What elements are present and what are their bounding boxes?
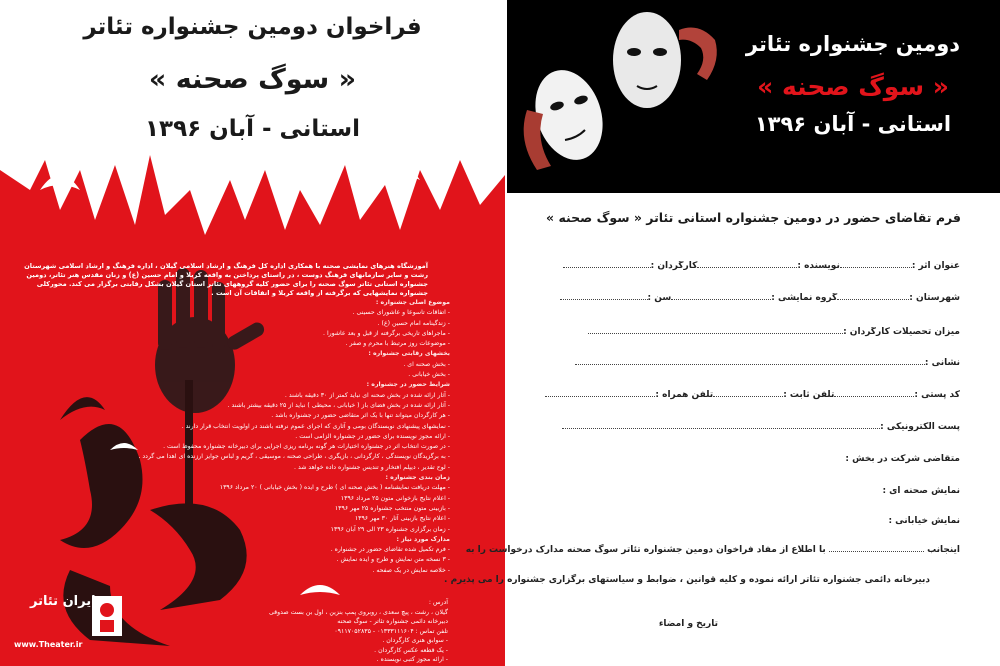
form-field-input[interactable]: [837, 299, 909, 300]
banner-title-line1: دومین جشنواره تئاتر: [745, 32, 961, 56]
poster-list-heading: شرایط حضور در جشنواره :: [366, 381, 450, 389]
poster-list-item: - بخش صحنه ای .: [403, 360, 450, 368]
poster-list-item: - زمان برگزاری جشنواره ۲۳ الی ۲۹ آبان ۱۳۹۶: [330, 525, 450, 533]
poster-list-item: - اتفاقات تاسوعا و عاشورای حسینی .: [352, 309, 450, 317]
poster-list-item: - ۳ نسخه متن نمایش و طرح و ایده نمایش .: [336, 556, 450, 564]
form-field-input[interactable]: [588, 333, 843, 334]
poster-title-line1: فراخوان دومین جشنواره تئاتر: [83, 14, 422, 40]
poster-list-item: - در صورت انتخاب اثر در جشنواره اختیارات هر گونه برنامه ریزی اجرایی برای دبیرخانه جشنواره محفوظ است .: [163, 443, 450, 451]
poster-contact-line: - سوابق هنری کارگردان .: [382, 637, 448, 644]
application-form: [444, 193, 1000, 666]
poster-list-item: - بازبینی متون منتخب جشنواره ۲۵ مهر ۱۳۹۶: [334, 504, 450, 512]
form-field-input[interactable]: [834, 396, 914, 397]
form-field-label: نویسنده :: [797, 261, 840, 271]
form-field-label: تلفن همراه :: [655, 390, 714, 400]
form-row: [540, 486, 960, 502]
poster-list-item: - اعلام نتایج بازبینی آثار ۳۰ مهر ۱۳۹۶: [354, 515, 450, 523]
form-field-label: نمایش خیابانی :: [888, 516, 960, 526]
banner-title-line2: « سوگ صحنه »: [757, 72, 949, 101]
poster-contact-line: - یک قطعه عکس کارگردان .: [374, 646, 448, 654]
poster-list-item: - بخش خیابانی .: [408, 371, 450, 379]
poster-list-heading: موضوع اصلی جشنواره :: [375, 299, 450, 306]
theater-logo-text: ایران تئاتر: [30, 594, 96, 609]
poster-contact-line: تلفن تماس : ۰۱۳۳۳۱۱۱۶۰۴ - ۰۹۱۱۷۰۵۲۸۳۵: [334, 627, 448, 635]
poster-contact-line: گیلان ، رشت ، پیچ سعدی ، روبروی پمپ بنزین ، اول بن بست صدوقی: [269, 608, 448, 616]
form-field-label: گروه نمایشی :: [771, 293, 838, 303]
poster-title-line2: « سوگ صحنه »: [148, 64, 357, 95]
poster-list-item: - آثار ارائه شده در بخش فضای باز ( خیابانی ، محیطی ) نباید از ۲۵ دقیقه بیشتر باشند .: [227, 401, 450, 409]
form-field-label: کد پستی :: [914, 390, 960, 400]
theater-logo-url: www.Theater.ir: [14, 640, 83, 649]
poster-list-heading: زمان بندی جشنواره :: [385, 474, 450, 482]
poster-contact-line: آدرس :: [428, 599, 448, 606]
poster-list-item: - هر کارگردان میتواند تنها با یک اثر متقاضی حضور در جشنواره باشد .: [271, 412, 450, 420]
form-field-label: نشانی :: [924, 358, 960, 368]
poster-list-heading: مدارک مورد نیاز :: [396, 535, 450, 543]
form-row: [540, 516, 960, 532]
form-field-input[interactable]: [697, 267, 797, 268]
form-field-label: پست الکترونیکی :: [880, 422, 960, 432]
form-row: [540, 261, 960, 277]
form-field-input[interactable]: [560, 299, 648, 300]
form-row: [540, 454, 960, 470]
form-field-label: تلفن ثابت :: [783, 390, 835, 400]
form-row: [540, 422, 960, 438]
poster-list-item: - زندگینامه امام حسین (ع) .: [377, 319, 450, 327]
form-field-label: میزان تحصیلات کارگردان :: [843, 327, 960, 337]
poster-list-item: - فرم تکمیل شده تقاضای حضور در جشنواره .: [330, 546, 450, 554]
form-row: [540, 358, 960, 374]
form-field-label: شهرستان :: [909, 293, 960, 303]
poster-contact-block: [168, 598, 448, 665]
poster-list-item: - به برگزیدگان نویسندگی ، کارگردانی ، بازیگری ، طراحی صحنه ، موسیقی ، گریم و لباس جوایز ارزنده ای اهدا می گردد .: [138, 453, 450, 461]
poster-list-item: - نمایشهای پیشنهادی نویسندگان بومی و آثاری که اجرای عموم نرفته باشند در اولویت انتخاب قرار دارند .: [181, 422, 450, 430]
poster-list-item: - آثار ارائه شده در بخش صحنه ای نباید کمتر از ۳۰ دقیقه باشند .: [284, 391, 450, 399]
form-field-label: نمایش صحنه ای :: [882, 486, 960, 496]
form-field-input[interactable]: [713, 396, 783, 397]
form-field-input[interactable]: [671, 299, 771, 300]
form-field-input[interactable]: [563, 267, 651, 268]
form-field-input[interactable]: [545, 396, 655, 397]
poster-list-item: - ماجراهای تاریخی برگرفته از قبل و بعد عاشورا .: [323, 329, 450, 337]
poster-list-item: - موضوعات روز مرتبط با محرم و صفر .: [345, 340, 450, 348]
form-field-label: متقاضی شرکت در بخش :: [845, 454, 960, 464]
poster-contact-line: دبیرخانه دائمی جشنواره تئاتر - سوگ صحنه: [337, 618, 448, 625]
poster-intro-text: آموزشگاه هنرهای نمایشی صحنه با همکاری اداره کل فرهنگ و ارشاد اسلامی گیلان ، اداره فرهنگ و ارشاد اسلامی شهرستان رشت و سایر سازمانهای فرهنگ دوست ، در راستای پرداختن به واقعه کربلا و امام حسین (ع) و زنان مقدس هنر تئاتر، دومین جشنواره استانی تئاتر سوگ صحنه را برای حضور کلیه گروههای تئاتر استان گیلان بشکل رقابتی برگزار می کند. محورکلی جشنواره نمایشهایی که برگرفته از واقعه کربلا و اتفاقات آن است .: [24, 262, 428, 297]
form-title: فرم تقاضای حضور در دومین جشنواره استانی تئاتر « سوگ صحنه »: [546, 210, 961, 225]
form-row: [540, 293, 960, 309]
form-field-input[interactable]: [840, 267, 912, 268]
form-field-label: کارگردان :: [650, 261, 698, 271]
form-field-input[interactable]: [562, 428, 880, 429]
declaration-line1: [465, 545, 960, 555]
form-field-label: سن :: [647, 293, 672, 303]
declaration-suffix: با اطلاع از مفاد فراخوان دومین جشنواره تئاتر سوگ صحنه مدارک درخواست را به: [465, 545, 826, 555]
signature-label: تاریخ و امضاء: [658, 619, 718, 629]
poster-title-line3: استانی - آبان ۱۳۹۶: [145, 116, 360, 142]
declaration-line2: دبیرخانه دائمی جشنواره تئاتر ارائه نموده و کلیه قوانین ، ضوابط و سیاستهای برگزاری جشنواره را می پذیرم .: [444, 575, 930, 585]
poster-list-item: - مهلت دریافت نمایشنامه ( بخش صحنه ای ) طرح و ایده ( بخش خیابانی ) ۲۰ مرداد ۱۳۹۶: [219, 484, 450, 492]
poster-list-heading: بخشهای رقابتی جشنواره :: [368, 350, 450, 358]
banner-title-line3: استانی - آبان ۱۳۹۶: [754, 112, 952, 136]
poster-contact-line: - ارائه مجوز کتبی نویسنده .: [376, 656, 448, 663]
form-row: [540, 327, 960, 343]
poster-list-item: - لوح تقدیر ، دیپلم افتخار و تندیس جشنواره داده خواهد شد .: [294, 463, 450, 471]
poster-list-item: - اعلام نتایج بازخوانی متون ۲۵ مرداد ۱۳۹۶: [340, 494, 450, 502]
festival-banner: [507, 0, 1000, 193]
form-field-input[interactable]: [575, 364, 925, 365]
poster-details-list: [120, 298, 450, 576]
poster-list-item: - ارائه مجوز نویسنده برای حضور در جشنواره الزامی است .: [295, 432, 450, 440]
declaration-name-field[interactable]: [829, 551, 924, 552]
poster-list-item: - خلاصه نمایش در یک صفحه .: [372, 566, 450, 574]
declaration-prefix: اینجانب: [927, 545, 960, 555]
form-field-label: عنوان اثر :: [911, 261, 960, 271]
form-row: [540, 390, 960, 406]
